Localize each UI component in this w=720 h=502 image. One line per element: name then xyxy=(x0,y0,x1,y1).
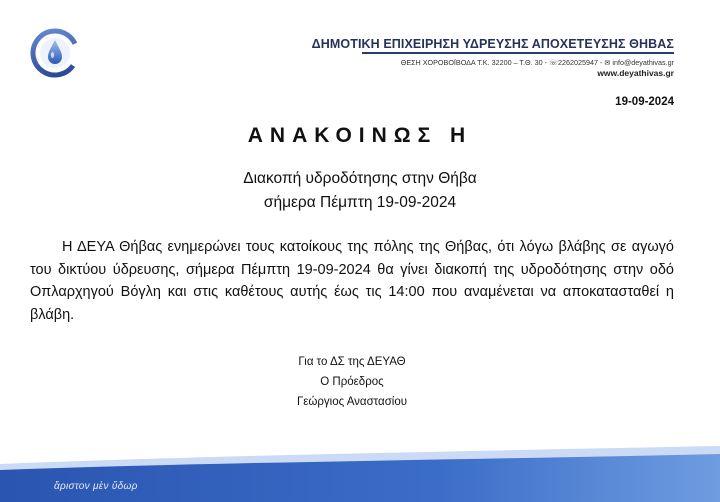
signature-name: Γεώργιος Αναστασίου xyxy=(296,396,408,408)
signature-role: Ο Πρόεδρος xyxy=(320,376,384,388)
organization-contact: ΘΕΣΗ ΧΟΡΟΒΟΪΒΟΔΑ Τ.Κ. 32200 – Τ.Θ. 30 - ☏2262025947 - ✉ info@deyathivas.gr xyxy=(400,58,674,67)
announcement-body: Η ΔΕΥΑ Θήβας ενημερώνει τους κατοίκους της πόλης της Θήβας, ότι λόγω βλάβης σε αγωγό του δικτύου ύδρευσης, σήμερα Πέμπτη 19-09-2024 θα γίνει διακοπή της υδροδότησης στην οδό Οπλαρχηγού Βόγλη και στις καθέτους αυτής έως τις 14:00 που αναμένεται να αποκατασταθεί η βλάβη. xyxy=(30,239,674,323)
signature-board-line: Για το ΔΣ της ΔΕΥΑΘ xyxy=(298,356,406,368)
announcement-date: 19-09-2024 xyxy=(615,96,674,108)
footer-motto: ἄριστον μὲν ὕδωρ xyxy=(54,481,138,492)
water-drop-logo-icon xyxy=(30,28,80,78)
footer-wave-banner xyxy=(0,442,720,502)
organization-name: ΔΗΜΟΤΙΚΗ ΕΠΙΧΕΙΡΗΣΗ ΥΔΡΕΥΣΗΣ ΑΠΟΧΕΤΕΥΣΗΣ ΘΗΒΑΣ xyxy=(311,37,674,51)
announcement-title: ΑΝΑΚΟΙΝΩΣ Η xyxy=(247,124,473,147)
header-divider xyxy=(362,52,674,54)
organization-website: www.deyathivas.gr xyxy=(597,68,674,78)
announcement-subtitle-line2: σήμερα Πέμπτη 19-09-2024 xyxy=(263,194,457,211)
announcement-subtitle-line1: Διακοπή υδροδότησης στην Θήβα xyxy=(243,170,477,187)
